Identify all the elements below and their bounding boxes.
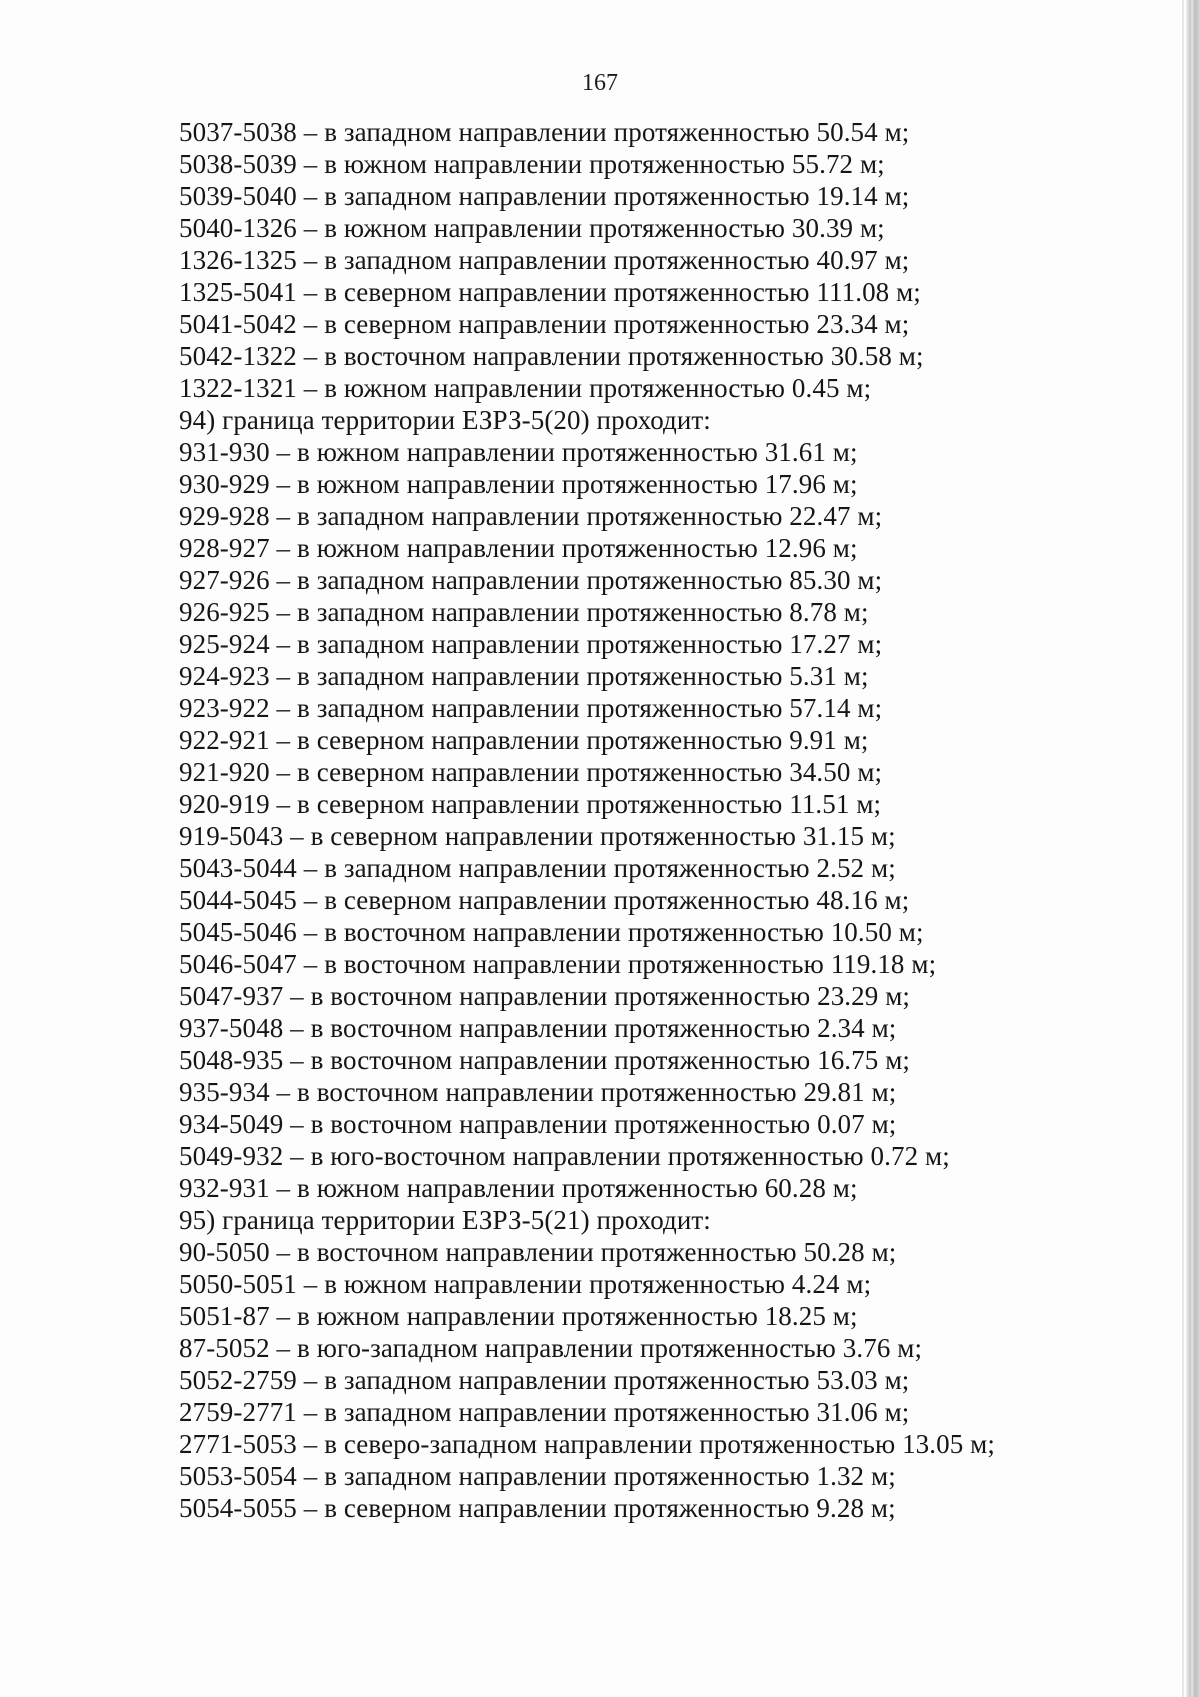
text-line: 922-921 – в северном направлении протяженностью 9.91 м; [179,725,869,755]
text-line: 90-5050 – в восточном направлении протяженностью 50.28 м; [179,1237,897,1267]
scan-edge-line [1182,0,1184,1697]
text-line: 1326-1325 – в западном направлении протяженностью 40.97 м; [179,245,910,275]
text-line: 5046-5047 – в восточном направлении протяженностью 119.18 м; [179,949,937,979]
text-line: 5039-5040 – в западном направлении протяженностью 19.14 м; [179,181,910,211]
text-line: 5038-5039 – в южном направлении протяженностью 55.72 м; [179,149,885,179]
text-line: 924-923 – в западном направлении протяженностью 5.31 м; [179,661,869,691]
text-line: 1325-5041 – в северном направлении протяженностью 111.08 м; [179,277,921,307]
text-line: 87-5052 – в юго-западном направлении протяженностью 3.76 м; [179,1333,923,1363]
text-line: 5053-5054 – в западном направлении протяженностью 1.32 м; [179,1461,896,1491]
section-heading: 94) граница территории ЕЗРЗ-5(20) проходит: [179,405,711,435]
text-line: 5052-2759 – в западном направлении протяженностью 53.03 м; [179,1365,910,1395]
text-line: 5048-935 – в восточном направлении протяженностью 16.75 м; [179,1045,910,1075]
text-line: 923-922 – в западном направлении протяженностью 57.14 м; [179,693,883,723]
text-line: 930-929 – в южном направлении протяженностью 17.96 м; [179,469,858,499]
text-line: 5041-5042 – в северном направлении протяженностью 23.34 м; [179,309,910,339]
text-line: 5037-5038 – в западном направлении протяженностью 50.54 м; [179,117,910,147]
text-line: 1322-1321 – в южном направлении протяженностью 0.45 м; [179,373,872,403]
text-line: 5045-5046 – в восточном направлении протяженностью 10.50 м; [179,917,924,947]
text-line: 920-919 – в северном направлении протяженностью 11.51 м; [179,789,882,819]
text-line: 929-928 – в западном направлении протяженностью 22.47 м; [179,501,883,531]
text-line: 5050-5051 – в южном направлении протяженностью 4.24 м; [179,1269,872,1299]
text-line: 5051-87 – в южном направлении протяженностью 18.25 м; [179,1301,858,1331]
text-line: 932-931 – в южном направлении протяженностью 60.28 м; [179,1173,858,1203]
text-line: 926-925 – в западном направлении протяженностью 8.78 м; [179,597,869,627]
text-line: 937-5048 – в восточном направлении протяженностью 2.34 м; [179,1013,897,1043]
text-line: 5042-1322 – в восточном направлении протяженностью 30.58 м; [179,341,924,371]
text-line: 5044-5045 – в северном направлении протяженностью 48.16 м; [179,885,910,915]
text-line: 927-926 – в западном направлении протяженностью 85.30 м; [179,565,883,595]
text-line: 5054-5055 – в северном направлении протяженностью 9.28 м; [179,1493,896,1523]
scan-edge-shadow [1186,0,1200,1697]
text-line: 5047-937 – в восточном направлении протяженностью 23.29 м; [179,981,910,1011]
text-line: 931-930 – в южном направлении протяженностью 31.61 м; [179,437,858,467]
text-line: 5043-5044 – в западном направлении протяженностью 2.52 м; [179,853,896,883]
section-heading: 95) граница территории ЕЗРЗ-5(21) проходит: [179,1205,711,1235]
text-line: 921-920 – в северном направлении протяженностью 34.50 м; [179,757,883,787]
text-line: 925-924 – в западном направлении протяженностью 17.27 м; [179,629,883,659]
text-line: 928-927 – в южном направлении протяженностью 12.96 м; [179,533,858,563]
page-number: 167 [582,70,618,96]
text-line: 919-5043 – в северном направлении протяженностью 31.15 м; [179,821,896,851]
text-line: 934-5049 – в восточном направлении протяженностью 0.07 м; [179,1109,897,1139]
text-line: 5049-932 – в юго-восточном направлении протяженностью 0.72 м; [179,1141,950,1171]
text-line: 2771-5053 – в северо-западном направлении протяженностью 13.05 м; [179,1429,995,1459]
text-line: 5040-1326 – в южном направлении протяженностью 30.39 м; [179,213,885,243]
text-line: 2759-2771 – в западном направлении протяженностью 31.06 м; [179,1397,910,1427]
text-line: 935-934 – в восточном направлении протяженностью 29.81 м; [179,1077,897,1107]
